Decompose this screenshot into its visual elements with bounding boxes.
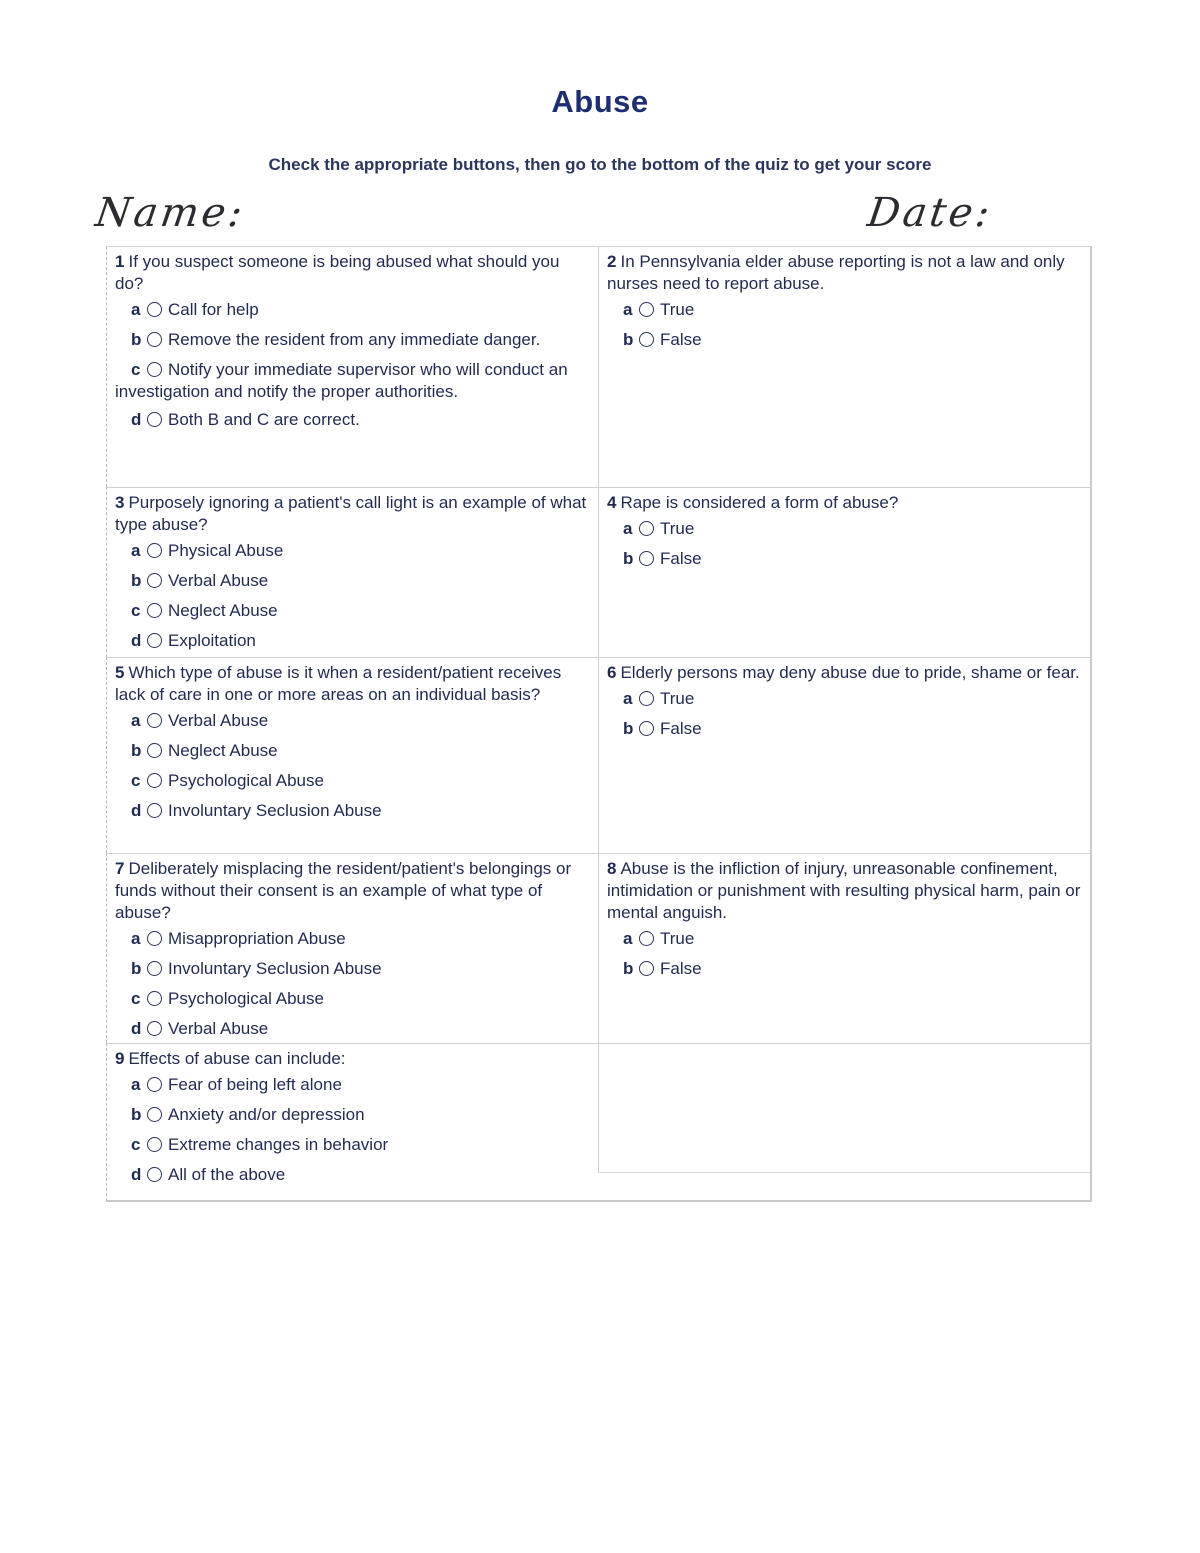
radio-button[interactable] [147,633,162,648]
question-1 [106,247,598,487]
option-5d[interactable]: d Involuntary Seclusion Abuse [131,801,382,820]
option-9b[interactable]: b Anxiety and/or depression [131,1105,365,1124]
option-9c[interactable]: c Extreme changes in behavior [131,1135,389,1154]
option-6b[interactable]: b False [623,719,702,738]
handwritten-name-label: Name: [92,190,249,236]
option-3d[interactable]: d Exploitation [131,631,256,650]
radio-button[interactable] [147,1021,162,1036]
option-7b[interactable]: b Involuntary Seclusion Abuse [131,959,382,978]
question-text: Effects of abuse can include: [128,1049,346,1068]
radio-button[interactable] [147,803,162,818]
question-3 [106,487,598,657]
option-7c[interactable]: c Psychological Abuse [131,989,324,1008]
radio-button[interactable] [147,931,162,946]
question-number: 1 [115,252,125,271]
radio-button[interactable] [147,573,162,588]
option-5a[interactable]: a Verbal Abuse [131,711,269,730]
option-3a[interactable]: a Physical Abuse [131,541,284,560]
radio-button[interactable] [639,931,654,946]
radio-button[interactable] [147,412,162,427]
radio-button[interactable] [147,713,162,728]
radio-button[interactable] [639,551,654,566]
question-text: If you suspect someone is being abused what should you do? [115,252,560,293]
question-8 [598,853,1090,1043]
radio-button[interactable] [639,521,654,536]
radio-button[interactable] [147,1107,162,1122]
option-7d[interactable]: d Verbal Abuse [131,1019,269,1038]
option-4a[interactable]: a True [623,519,695,538]
radio-button[interactable] [147,1137,162,1152]
question-number: 8 [607,859,617,878]
question-text: Deliberately misplacing the resident/patient's belongings or funds without their consent is an example of what type of abuse? [115,859,572,922]
question-number: 6 [607,663,617,682]
radio-button[interactable] [147,773,162,788]
question-number: 3 [115,493,125,512]
radio-button[interactable] [639,332,654,347]
option-1b[interactable]: b Remove the resident from any immediate danger. [131,330,541,349]
option-1c[interactable]: c Notify your immediate supervisor who will conduct an investigation and notify the proper authorities. [115,360,568,401]
option-2a[interactable]: a True [623,300,695,319]
option-3b[interactable]: b Verbal Abuse [131,571,269,590]
radio-button[interactable] [147,302,162,317]
option-2b[interactable]: b False [623,330,702,349]
radio-button[interactable] [147,991,162,1006]
question-number: 2 [607,252,617,271]
option-1a[interactable]: a Call for help [131,300,259,319]
question-4 [598,487,1090,657]
radio-button[interactable] [639,691,654,706]
question-text: Rape is considered a form of abuse? [620,493,899,512]
question-text: Purposely ignoring a patient's call light is an example of what type abuse? [115,493,587,534]
handwritten-date-label: Date: [864,190,996,236]
option-9a[interactable]: a Fear of being left alone [131,1075,342,1094]
question-number: 7 [115,859,125,878]
radio-button[interactable] [147,743,162,758]
radio-button[interactable] [147,543,162,558]
empty-cell [598,1043,1090,1173]
option-5c[interactable]: c Psychological Abuse [131,771,324,790]
option-5b[interactable]: b Neglect Abuse [131,741,278,760]
radio-button[interactable] [147,1167,162,1182]
radio-button[interactable] [147,603,162,618]
option-1d[interactable]: d Both B and C are correct. [131,410,360,429]
question-text: In Pennsylvania elder abuse reporting is not a law and only nurses need to report abuse. [607,252,1065,293]
radio-button[interactable] [147,332,162,347]
question-5 [106,657,598,853]
option-9d[interactable]: d All of the above [131,1165,286,1184]
question-2 [598,247,1090,487]
option-7a[interactable]: a Misappropriation Abuse [131,929,346,948]
radio-button[interactable] [147,961,162,976]
question-9 [106,1043,598,1201]
page-title: Abuse [551,84,649,119]
instructions-text: Check the appropriate buttons, then go to the bottom of the quiz to get your score [268,155,932,174]
question-number: 9 [115,1049,125,1068]
option-8a[interactable]: a True [623,929,695,948]
radio-button[interactable] [639,721,654,736]
question-7 [106,853,598,1043]
question-number: 4 [607,493,617,512]
option-8b[interactable]: b False [623,959,702,978]
option-3c[interactable]: c Neglect Abuse [131,601,278,620]
radio-button[interactable] [639,961,654,976]
question-text: Abuse is the infliction of injury, unreasonable confinement, intimidation or punishment with resulting physical harm, pain or mental anguish. [607,859,1081,922]
question-text: Elderly persons may deny abuse due to pride, shame or fear. [620,663,1080,682]
quiz-grid [106,246,1092,1202]
option-6a[interactable]: a True [623,689,695,708]
radio-button[interactable] [147,362,162,377]
question-text: Which type of abuse is it when a resident/patient receives lack of care in one or more areas on an individual basis? [115,663,562,704]
question-number: 5 [115,663,125,682]
option-4b[interactable]: b False [623,549,702,568]
radio-button[interactable] [147,1077,162,1092]
radio-button[interactable] [639,302,654,317]
question-6 [598,657,1090,853]
